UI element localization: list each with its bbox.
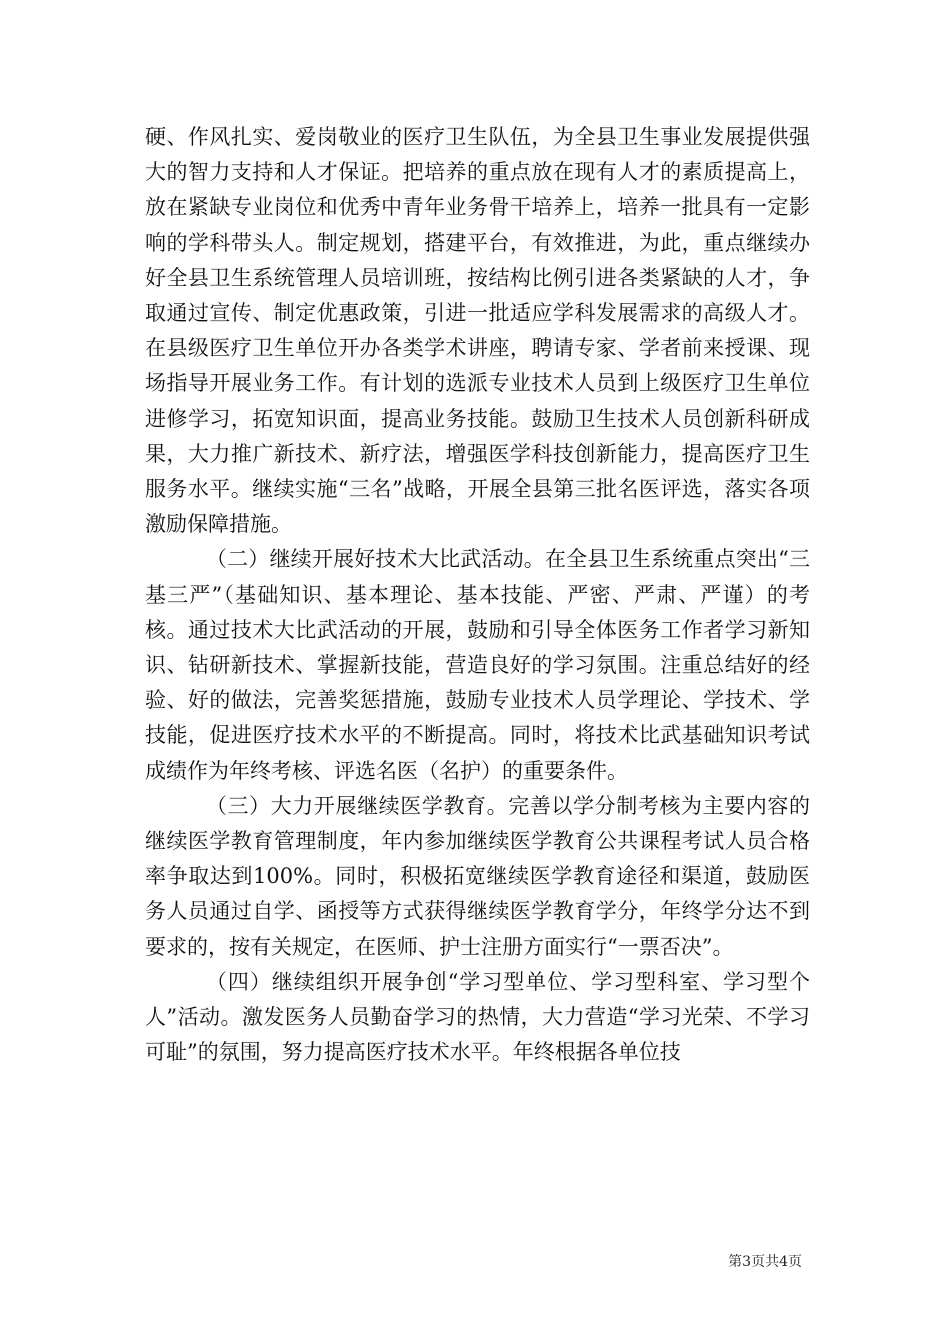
body-text bbox=[145, 120, 810, 1070]
paragraph-section-4: （四）继续组织开展争创“学习型单位、学习型科室、学习型个人”活动。激发医务人员勤奋学习的热情，大力营造“学习光荣、不学习可耻”的氛围，努力提高医疗技术水平。年终根据各单位技 bbox=[145, 969, 810, 1065]
paragraph-section-2: （二）继续开展好技术大比武活动。在全县卫生系统重点突出“三基三严”（基础知识、基本理论、基本技能、严密、严肃、严谨）的考核。通过技术大比武活动的开展，鼓励和引导全体医务工作者学习新知识、钻研新技术、掌握新技能，营造良好的学习氛围。注重总结好的经验、好的做法，完善奖惩措施，鼓励专业技术人员学理论、学技术、学技能，促进医疗技术水平的不断提高。同时，将技术比武基础知识考试成绩作为年终考核、评选名医（名护）的重要条件。 bbox=[145, 547, 810, 783]
page-number-footer: 第3页共4页 bbox=[728, 1254, 802, 1270]
paragraph-continued: 硬、作风扎实、爱岗敬业的医疗卫生队伍，为全县卫生事业发展提供强大的智力支持和人才保证。把培养的重点放在现有人才的素质提高上，放在紧缺专业岗位和优秀中青年业务骨干培养上，培养一批具有一定影响的学科带头人。制定规划，搭建平台，有效推进，为此，重点继续办好全县卫生系统管理人员培训班，按结构比例引进各类紧缺的人才，争取通过宣传、制定优惠政策，引进一批适应学科发展需求的高级人才。在县级医疗卫生单位开办各类学术讲座，聘请专家、学者前来授课、现场指导开展业务工作。有计划的选派专业技术人员到上级医疗卫生单位进修学习，拓宽知识面，提高业务技能。鼓励卫生技术人员创新科研成果，大力推广新技术、新疗法，增强医学科技创新能力，提高医疗卫生服务水平。继续实施“三名”战略，开展全县第三批名医评选，落实各项激励保障措施。 bbox=[145, 125, 810, 537]
paragraph-section-3: （三）大力开展继续医学教育。完善以学分制考核为主要内容的继续医学教育管理制度，年内参加继续医学教育公共课程考试人员合格率争取达到100%。同时，积极拓宽继续医学教育途径和渠道，鼓励医务人员通过自学、函授等方式获得继续医学教育学分，年终学分达不到要求的，按有关规定，在医师、护士注册方面实行“一票否决”。 bbox=[145, 793, 810, 959]
